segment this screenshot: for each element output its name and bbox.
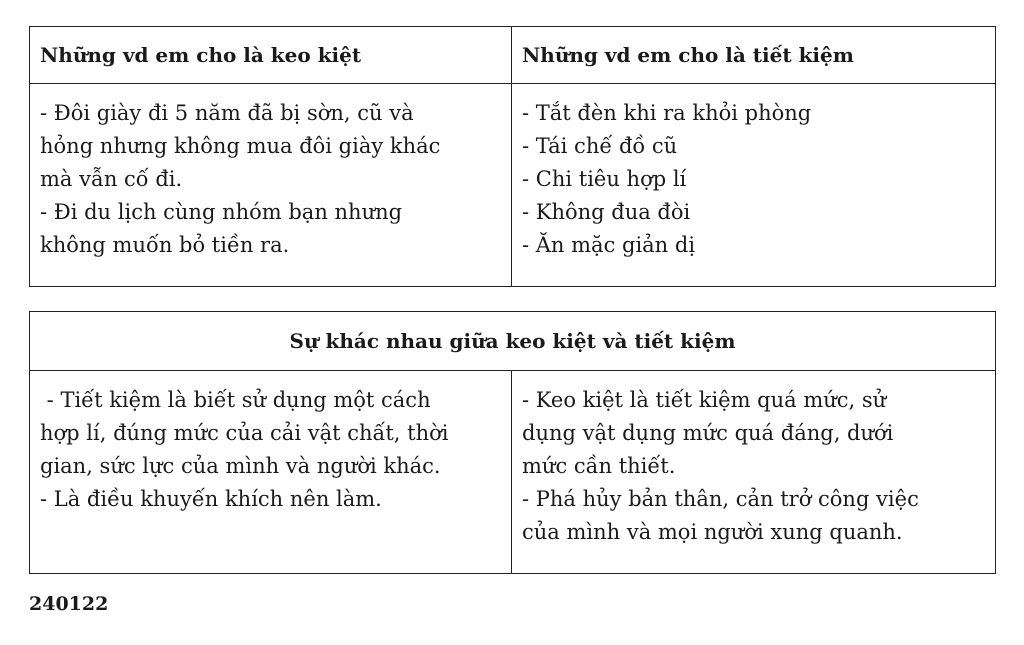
stingy-definition-line: dụng vật dụng mức quá đáng, dưới [522,421,894,445]
thrifty-definition-line: hợp lí, đúng mức của cải vật chất, thời [40,421,449,445]
stingy-example-line: không muốn bỏ tiền ra. [40,233,290,257]
thrifty-definition-line: gian, sức lực của mình và người khác. [40,454,441,478]
differences-table [29,311,996,574]
thrifty-example-line: - Tắt đèn khi ra khỏi phòng [522,101,812,125]
thrifty-definition-line: - Là điều khuyến khích nên làm. [40,487,382,511]
thrifty-definition-cell [30,371,512,574]
stingy-definition-line: - Phá hủy bản thân, cản trở công việc [522,487,919,511]
thrifty-example-line: - Chi tiêu hợp lí [522,167,687,191]
thrifty-example-line: - Ăn mặc giản dị [522,233,696,257]
thrifty-examples-header: Những vd em cho là tiết kiệm [512,27,996,84]
thrifty-example-line: - Tái chế đồ cũ [522,134,678,158]
thrifty-definition-line: - Tiết kiệm là biết sử dụng một cách [40,388,431,412]
document-code: 240122 [29,593,109,615]
examples-table [29,26,996,287]
stingy-examples-cell [30,84,512,287]
thrifty-example-line: - Không đua đòi [522,200,691,224]
stingy-examples-header: Những vd em cho là keo kiệt [30,27,512,84]
differences-body-row [30,371,996,574]
stingy-definition-line: của mình và mọi người xung quanh. [522,520,903,544]
examples-body-row [30,84,996,287]
examples-header-row [30,27,996,84]
stingy-definition-line: - Keo kiệt là tiết kiệm quá mức, sử [522,388,887,412]
stingy-definition-line: mức cần thiết. [522,454,676,478]
stingy-example-line: - Đi du lịch cùng nhóm bạn nhưng [40,200,403,224]
differences-header: Sự khác nhau giữa keo kiệt và tiết kiệm [30,312,996,371]
differences-header-row [30,312,996,371]
stingy-example-line: - Đôi giày đi 5 năm đã bị sờn, cũ và [40,101,414,125]
stingy-definition-cell [512,371,996,574]
stingy-example-line: mà vẫn cố đi. [40,167,183,191]
thrifty-examples-cell [512,84,996,287]
stingy-example-line: hỏng nhưng không mua đôi giày khác [40,134,441,158]
